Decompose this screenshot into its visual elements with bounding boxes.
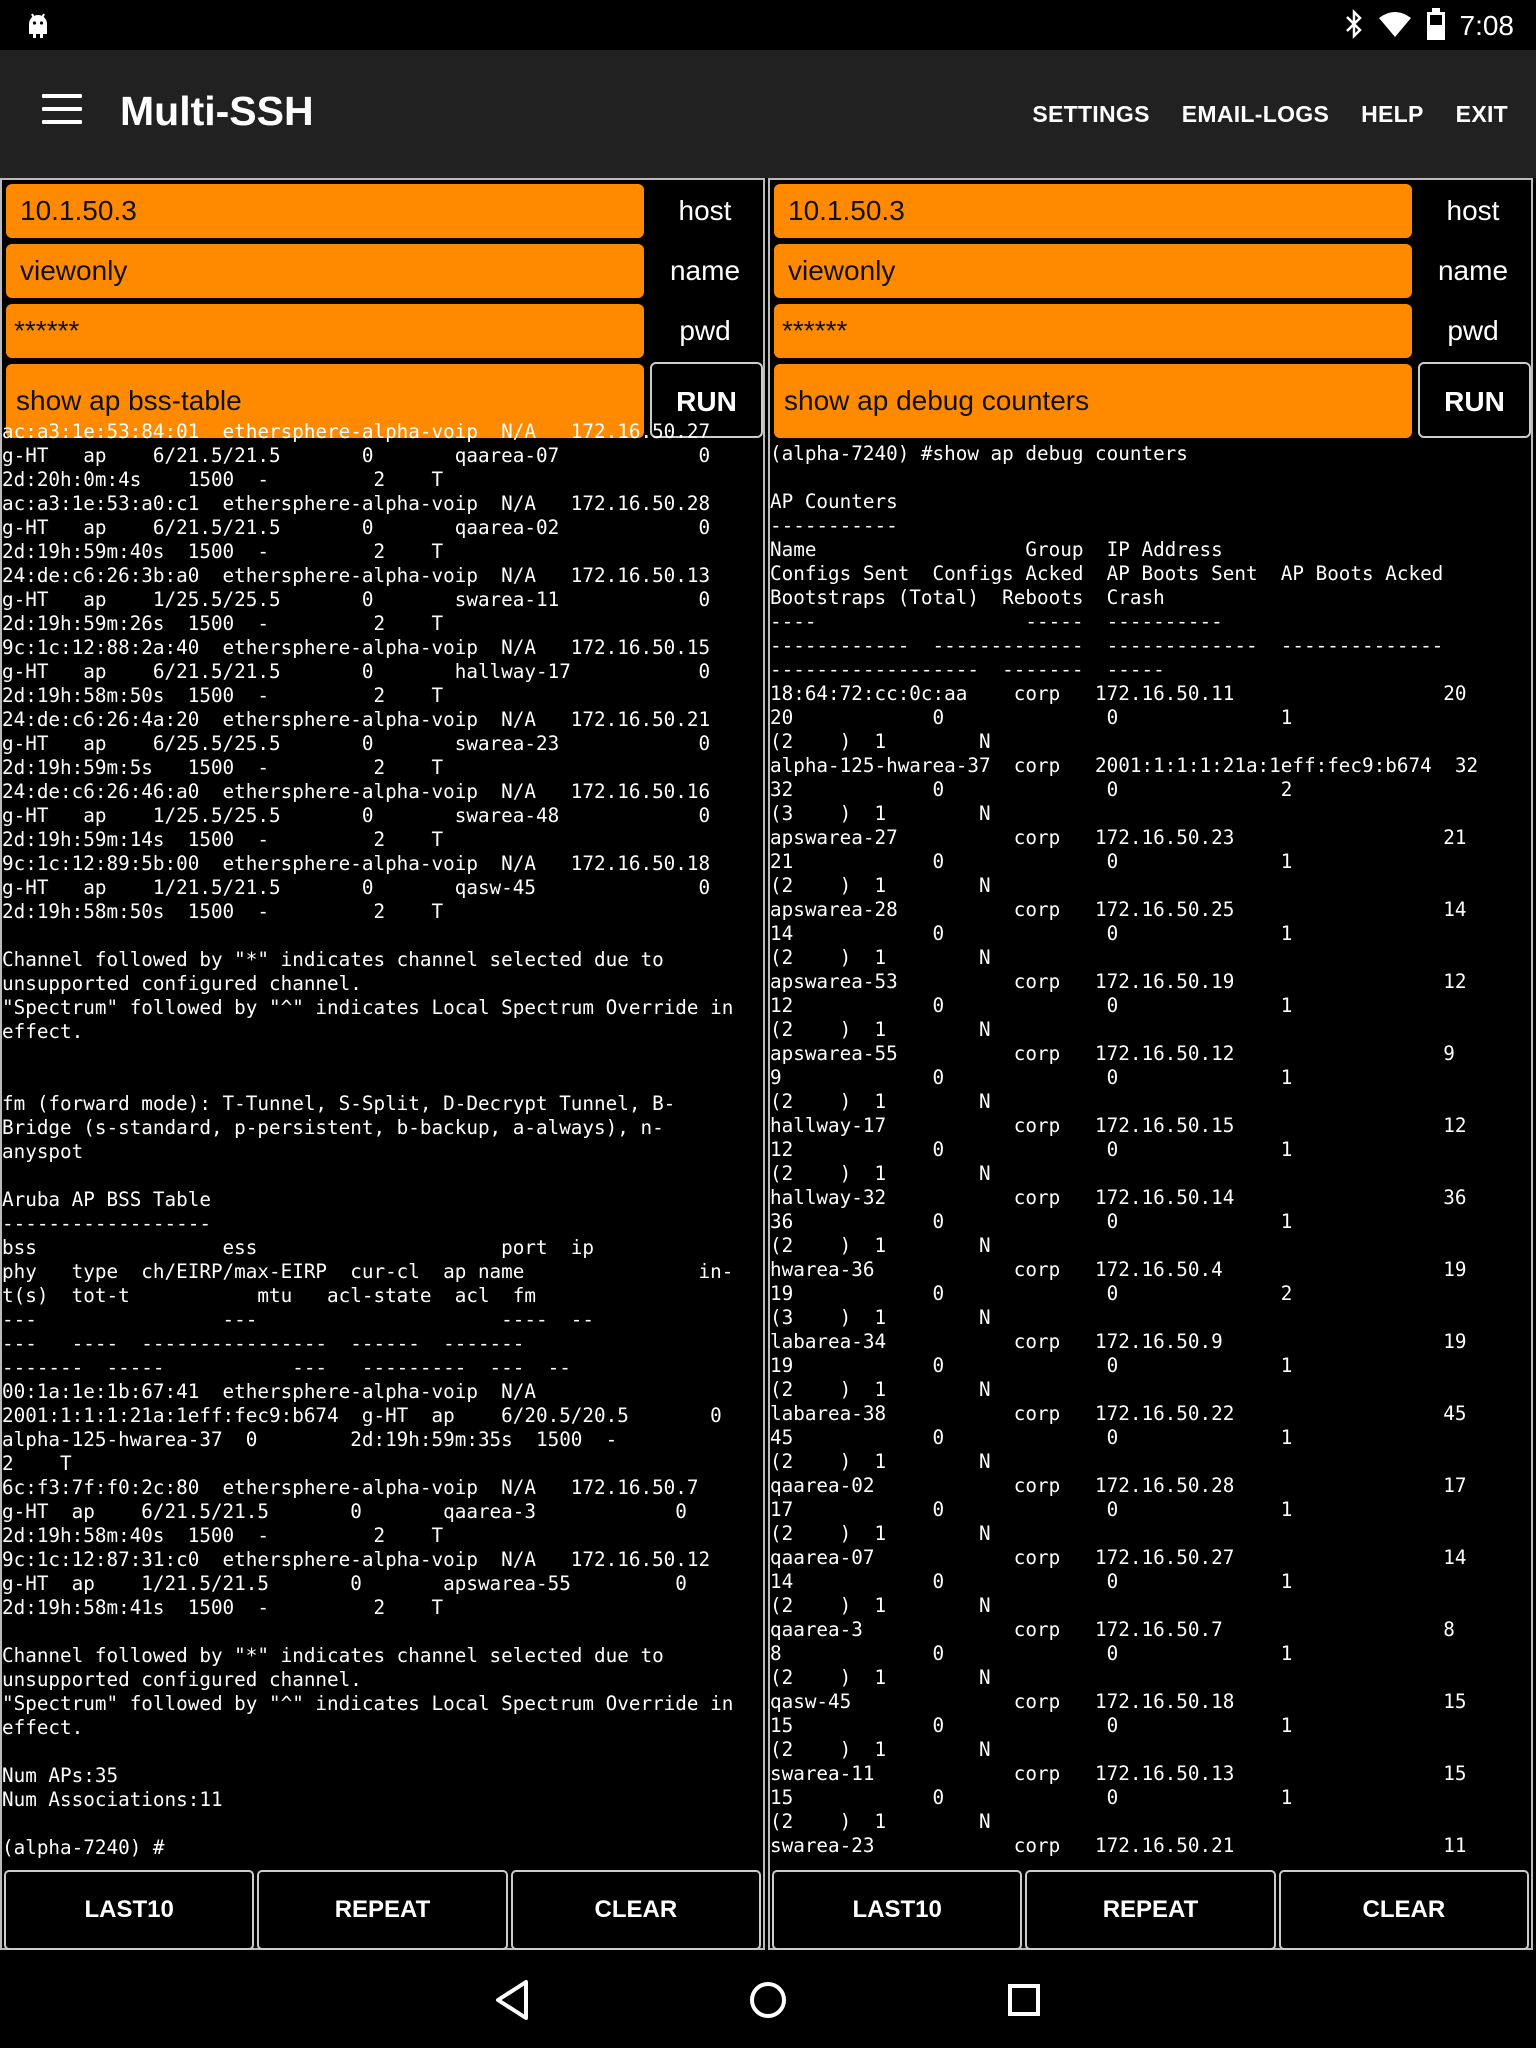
clear-button[interactable]: CLEAR <box>511 1870 761 1950</box>
email-logs-button[interactable]: EMAIL-LOGS <box>1181 100 1330 127</box>
help-button[interactable]: HELP <box>1361 100 1424 127</box>
run-button[interactable]: RUN <box>650 362 763 438</box>
password-input[interactable]: ****** <box>774 304 1412 358</box>
password-input[interactable]: ****** <box>6 304 644 358</box>
host-input[interactable]: 10.1.50.3 <box>774 184 1412 238</box>
host-input[interactable]: 10.1.50.3 <box>6 184 644 238</box>
command-input[interactable]: show ap bss-table <box>6 364 644 438</box>
android-robot-icon <box>26 10 50 43</box>
last10-button[interactable]: LAST10 <box>4 1870 254 1950</box>
app-title: Multi-SSH <box>120 88 314 134</box>
battery-icon <box>1426 8 1446 45</box>
navigation-bar <box>0 1952 1536 2048</box>
name-label: name <box>1437 255 1509 286</box>
exit-button[interactable]: EXIT <box>1455 100 1508 127</box>
pwd-label: pwd <box>1447 315 1499 346</box>
clock: 7:08 <box>1459 10 1514 41</box>
command-input[interactable]: show ap debug counters <box>774 364 1412 438</box>
repeat-button[interactable]: REPEAT <box>1025 1870 1275 1950</box>
repeat-button[interactable]: REPEAT <box>257 1870 507 1950</box>
settings-button[interactable]: SETTINGS <box>1032 100 1150 127</box>
hamburger-menu-icon[interactable] <box>42 94 82 134</box>
name-input[interactable]: viewonly <box>774 244 1412 298</box>
status-bar <box>0 0 1536 50</box>
host-label: host <box>678 195 732 226</box>
pane-button-bar <box>770 1870 1531 1950</box>
run-button[interactable]: RUN <box>1418 362 1531 438</box>
wifi-icon <box>1378 10 1412 43</box>
name-label: name <box>669 255 741 286</box>
recents-icon[interactable] <box>1004 1978 1044 2027</box>
ssh-pane-left <box>0 178 765 1950</box>
clear-button[interactable]: CLEAR <box>1279 1870 1529 1950</box>
name-input[interactable]: viewonly <box>6 244 644 298</box>
pwd-label: pwd <box>679 315 731 346</box>
pane-button-bar <box>2 1870 763 1950</box>
app-bar <box>0 50 1536 178</box>
ssh-pane-right <box>768 178 1533 1950</box>
bluetooth-icon <box>1344 9 1364 44</box>
last10-button[interactable]: LAST10 <box>772 1870 1022 1950</box>
home-icon[interactable] <box>746 1978 790 2027</box>
host-label: host <box>1446 195 1500 226</box>
terminal-output[interactable]: (alpha-7240) #show ap debug counters AP Counters ----------- Name Group IP Address Configs Sent Configs Acked AP Boots Sent AP Boots Acked Bootstraps (Total) Reboots Crash ---- ----- ---------- ------------ ------------- ------------- -------------- ------------------ ------- ----- 18:64:72:cc:0c:aa corp 172.16.50.11 20 20 0 0 1 (2 ) 1 N alpha-125-hwarea-37 corp 2001:1:1:1:21a:1eff:fec9:b674 32 32 0 0 2 (3 ) 1 N apswarea-27 corp 172.16.50.23 21 21 0 0 1 (2 ) 1 N apswarea-28 corp 172.16.50.25 14 14 0 0 1 (2 ) 1 N apswarea-53 corp 172.16.50.19 12 12 0 0 1 (2 ) 1 N apswarea-55 corp 172.16.50.12 9 9 0 0 1 (2 ) 1 N hallway-17 corp 172.16.50.15 12 12 0 0 1 (2 ) 1 N hallway-32 corp 172.16.50.14 36 36 0 0 1 (2 ) 1 N hwarea-36 corp 172.16.50.4 19 19 0 0 2 (3 ) 1 N labarea-34 corp 172.16.50.9 19 19 0 0 1 (2 ) 1 N labarea-38 corp 172.16.50.22 45 45 0 0 1 (2 ) 1 N qaarea-02 corp 172.16.50.28 17 17 0 0 1 (2 ) 1 N qaarea-07 corp 172.16.50.27 14 14 0 0 1 (2 ) 1 N qaarea-3 corp 172.16.50.7 8 8 0 0 1 (2 ) 1 N qasw-45 corp 172.16.50.18 15 15 0 0 1 (2 ) 1 N swarea-11 corp 172.16.50.13 15 15 0 0 1 (2 ) 1 N swarea-23 corp 172.16.50.21 11 <box>770 442 1479 1857</box>
terminal-output[interactable]: ac:a3:1e:53:84:01 ethersphere-alpha-voip N/A 172.16.50.27 g-HT ap 6/21.5/21.5 0 qaarea-07 0 2d:20h:0m:4s 1500 - 2 T ac:a3:1e:53:a0:c1 ethersphere-alpha-voip N/A 172.16.50.28 g-HT ap 6/21.5/21.5 0 qaarea-02 0 2d:19h:59m:40s 1500 - 2 T 24:de:c6:26:3b:a0 ethersphere-alpha-voip N/A 172.16.50.13 g-HT ap 1/25.5/25.5 0 swarea-11 0 2d:19h:59m:26s 1500 - 2 T 9c:1c:12:88:2a:40 ethersphere-alpha-voip N/A 172.16.50.15 g-HT ap 6/21.5/21.5 0 hallway-17 0 2d:19h:58m:50s 1500 - 2 T 24:de:c6:26:4a:20 ethersphere-alpha-voip N/A 172.16.50.21 g-HT ap 6/25.5/25.5 0 swarea-23 0 2d:19h:59m:5s 1500 - 2 T 24:de:c6:26:46:a0 ethersphere-alpha-voip N/A 172.16.50.16 g-HT ap 1/25.5/25.5 0 swarea-48 0 2d:19h:59m:14s 1500 - 2 T 9c:1c:12:89:5b:00 ethersphere-alpha-voip N/A 172.16.50.18 g-HT ap 1/21.5/21.5 0 qasw-45 0 2d:19h:58m:50s 1500 - 2 T Channel followed by "*" indicates channel selected due to unsupported configured channel. "Spectrum" followed by "^" indicates Local Spectrum Override in effect. fm (forward mode): T-Tunnel, S-Split, D-Decrypt Tunnel, B- Bridge (s-standard, p-persistent, b-backup, a-always), n- anyspot Aruba AP BSS Table ------------------ bss ess port ip phy type ch/EIRP/max-EIRP cur-cl ap name in- t(s) tot-t mtu acl-state acl fm --- --- ---- -- --- ---- ---------------- ------ ------- ------- ----- --- --------- --- -- 00:1a:1e:1b:67:41 ethersphere-alpha-voip N/A 2001:1:1:1:21a:1eff:fec9:b674 g-HT ap 6/20.5/20.5 0 alpha-125-hwarea-37 0 2d:19h:59m:35s 1500 - 2 T 6c:f3:7f:f0:2c:80 ethersphere-alpha-voip N/A 172.16.50.7 g-HT ap 6/21.5/21.5 0 qaarea-3 0 2d:19h:58m:40s 1500 - 2 T 9c:1c:12:87:31:c0 ethersphere-alpha-voip N/A 172.16.50.12 g-HT ap 1/21.5/21.5 0 apswarea-55 0 2d:19h:58m:41s 1500 - 2 T Channel followed by "*" indicates channel selected due to unsupported configured channel. "Spectrum" followed by "^" indicates Local Spectrum Override in effect. Num APs:35 Num Associations:11 (alpha-7240) # <box>2 420 734 1859</box>
back-icon[interactable] <box>492 1978 532 2027</box>
